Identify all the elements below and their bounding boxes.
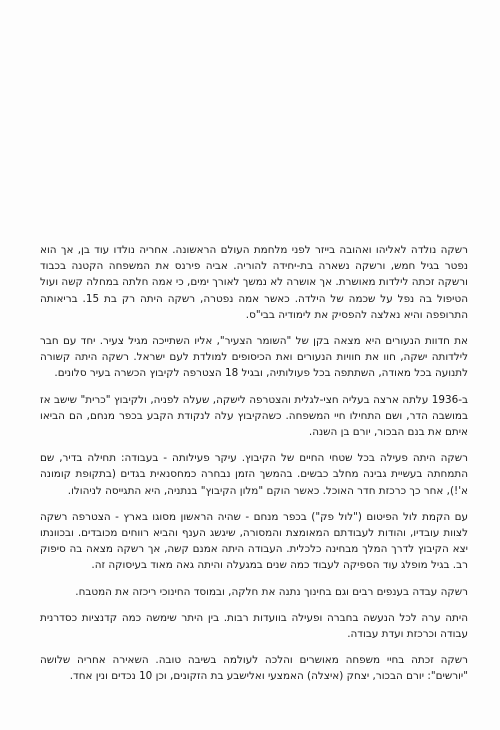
paragraph-committees: היתה ערה לכל הנעשה בחברה ופעילה בוועדות רבות. בין היתר שימשה כמה קדנציות כסדרנית עבודה וכרכזת ועדת עבודה. <box>40 611 468 641</box>
paragraph-family: רשקה זכתה בחיי משפחה מאושרים והלכה לעולמה בשיבה טובה. השאירה אחריה שלושה "יורשים": יורם הבכור, יצחק (איצלה) האמצעי ואלישבע בת הזקונים, וכן 10 נכדים ונין אחד. <box>40 654 468 683</box>
paragraph-aliyah: ב-1936 עלתה ארצה בעליה חצי-לגלית והצטרפה לישקה, שעלה לפניה, ולקיבוץ "כרית" שישב אז במושבה הדר, ושם התחילו חיי המשפחה. כשהקיבוץ עלה לנקודת הקבע בכפר מנחם, הם הביאו איתם את בנם הבכור, יורם בן השנה. <box>40 393 468 439</box>
paragraph-youth-movement: את חדוות הנעורים היא מצאה בקן של "השומר הצעיר", אליו השתייכה מגיל צעיר. יחד עם חבר לילדותה ישקה, חוו את חוויות הנעורים ואת הכיסופים למולדת לעם ישראל. רשקה היתה קשורה לתנועה בכל מאודה, השתתפה בכל פעולותיה, ובגיל 18 הצטרפה לקיבוץ הכשרה בעיר סלונים. <box>40 335 468 380</box>
paragraph-poultry: עם הקמת לול הפיטום ("לול פק") בכפר מנחם - שהיה הראשון מסוגו בארץ - הצטרפה רשקה לצוות עובדיו, והודות לעבודתם המאומצת והמסורה, שיגשג הענף והביא רווחים מכובדים. ובכוונתו יצא הקיבוץ לדרך המלך מבחינה כלכלית. העבודה היתה אמנם קשה, אך רשקה מצאה בה סיפוק רב. בגיל מופלג עוד הספיקה לעבוד כמה שנים במגעלה והיתה גאה מאוד בעיסוקה זה. <box>40 510 468 572</box>
document-body <box>40 242 468 695</box>
paragraph-kibbutz-work: רשקה היתה פעילה בכל שטחי החיים של הקיבוץ. עיקר פעילותה - בעבודה: תחילה בדיר, שם התמחתה בעשיית גבינה מחלב כבשים. בהמשך הזמן נבחרה כמחסנאית בגדים (בתקופת קומונה א'!), אחר כך כרכזת חדר האוכל. כאשר הוקם "מלון הקיבוץ" בנתניה, היא התגייסה לניהולו. <box>40 452 468 497</box>
paragraph-education: רשקה עבדה בענפים רבים וגם בחינוך נתנה את חלקה, ובמוסד החינוכי ריכזה את המטבח. <box>75 585 468 598</box>
paragraph-childhood: רשקה נולדה לאליהו ואהובה בייזר לפני מלחמת העולם הראשונה. אחריה נולדו עוד בן, אך הוא נפטר בגיל חמש, ורשקה נשארה בת-יחידה להוריה. אביה פירנס את המשפחה הקטנה בכבוד ורשקה זכתה לילדות מאושרת. אך אושרה לא נמשך לאורך ימים, כי אמה חלתה במחלה קשה ועול הטיפול בה נפל על שכמה של הילדה. כאשר אמה נפטרה, רשקה היתה רק בת 15. בריאותה התרופפה והיא נאלצה להפסיק את לימודיה בבי"ס. <box>40 244 468 321</box>
